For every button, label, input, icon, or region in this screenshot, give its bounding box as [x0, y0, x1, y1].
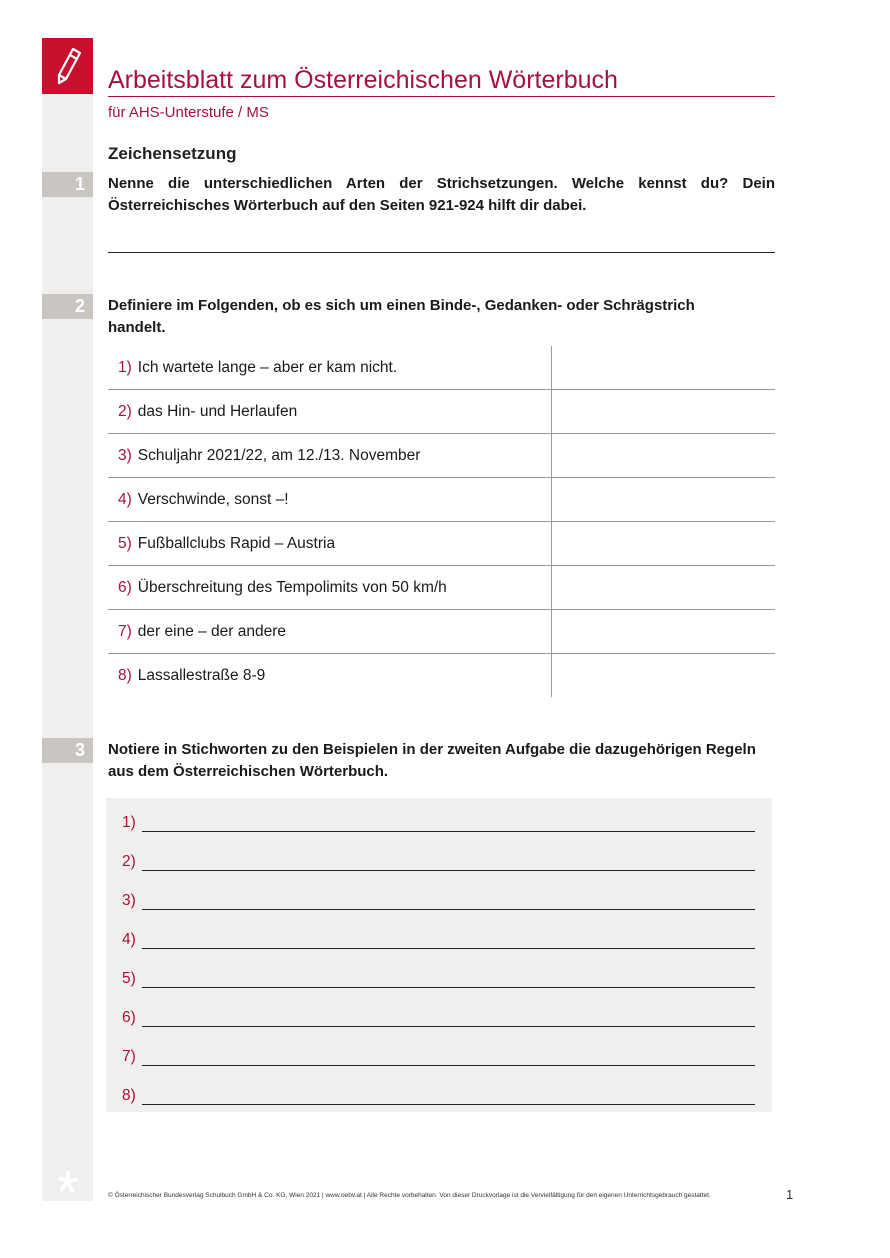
pencil-logo: [42, 38, 93, 94]
page-title: Arbeitsblatt zum Österreichischen Wörterbuch: [108, 64, 775, 97]
answer-cell[interactable]: [552, 478, 775, 521]
note-number: 3): [122, 892, 136, 909]
note-line[interactable]: [122, 925, 755, 949]
star-figure-icon: [55, 1169, 81, 1195]
section-title: Zeichensetzung: [108, 144, 237, 163]
row-example: Fußballclubs Rapid – Austria: [137, 534, 336, 552]
task-number-3: 3: [42, 738, 93, 763]
task-3-text: Notiere in Stichworten zu den Beispielen in der zweiten Aufgabe die dazugehörigen Regeln aus dem Österreichischen Wörterbuch.: [108, 741, 756, 780]
note-number: 2): [122, 853, 136, 870]
page-number: 1: [786, 1187, 794, 1202]
answer-cell[interactable]: [552, 654, 775, 697]
row-number: 7): [118, 622, 132, 640]
table-row: [108, 434, 775, 478]
note-line[interactable]: [122, 964, 755, 988]
note-number: 6): [122, 1009, 136, 1026]
row-number: 2): [118, 402, 132, 420]
task-number-2: 2: [42, 294, 93, 319]
note-number: 1): [122, 814, 136, 831]
row-example: Lassallestraße 8-9: [137, 666, 266, 684]
row-number: 6): [118, 578, 132, 596]
task-2-text: Definiere im Folgenden, ob es sich um einen Binde-, Gedanken- oder Schrägstrich handelt.: [108, 297, 695, 336]
note-number: 8): [122, 1087, 136, 1104]
note-line[interactable]: [122, 1042, 755, 1066]
examples-table: [108, 346, 775, 697]
task-1-text: Nenne die unterschiedlichen Arten der Strichsetzungen. Welche kennst du? Dein Österreichisches Wörterbuch auf den Seiten 921-924 hilft dir dabei.: [108, 175, 775, 214]
table-row: [108, 522, 775, 566]
page-subtitle: für AHS-Unterstufe / MS: [108, 104, 269, 121]
answer-cell[interactable]: [552, 610, 775, 653]
publisher-logo: [42, 1162, 93, 1201]
table-row: [108, 610, 775, 654]
row-number: 4): [118, 490, 132, 508]
note-number: 5): [122, 970, 136, 987]
note-line[interactable]: [122, 886, 755, 910]
answer-cell[interactable]: [552, 522, 775, 565]
notes-box: [106, 798, 772, 1112]
row-example: Schuljahr 2021/22, am 12./13. November: [137, 446, 421, 464]
left-sidebar: [42, 38, 93, 1201]
row-example: Ich wartete lange – aber er kam nicht.: [137, 358, 398, 376]
task-number-1: 1: [42, 172, 93, 197]
table-row: [108, 390, 775, 434]
answer-cell[interactable]: [552, 566, 775, 609]
row-example: der eine – der andere: [137, 622, 287, 640]
row-number: 5): [118, 534, 132, 552]
table-row: [108, 346, 775, 390]
note-line[interactable]: [122, 1081, 755, 1105]
note-number: 7): [122, 1048, 136, 1065]
row-number: 1): [118, 358, 132, 376]
row-example: Überschreitung des Tempolimits von 50 km/h: [137, 578, 447, 596]
row-number: 8): [118, 666, 132, 684]
answer-cell[interactable]: [552, 346, 775, 389]
row-example: das Hin- und Herlaufen: [137, 402, 298, 420]
note-line[interactable]: [122, 808, 755, 832]
table-row: [108, 566, 775, 610]
row-example: Verschwinde, sonst –!: [137, 490, 289, 508]
answer-cell[interactable]: [552, 434, 775, 477]
answer-cell[interactable]: [552, 390, 775, 433]
row-number: 3): [118, 446, 132, 464]
task-1-answer-line[interactable]: [108, 252, 775, 253]
note-number: 4): [122, 931, 136, 948]
table-row: [108, 654, 775, 697]
copyright-text: © Österreichischer Bundesverlag Schulbuch GmbH & Co. KG, Wien 2021 | www.oebv.at | Alle Rechte vorbehalten. Von dieser Druckvorlage ist die Vervielfältigung für den eigenen Unterrichtsgebrauch gestattet.: [108, 1192, 711, 1199]
table-row: [108, 478, 775, 522]
note-line[interactable]: [122, 847, 755, 871]
note-line[interactable]: [122, 1003, 755, 1027]
pencil-icon: [53, 46, 83, 86]
